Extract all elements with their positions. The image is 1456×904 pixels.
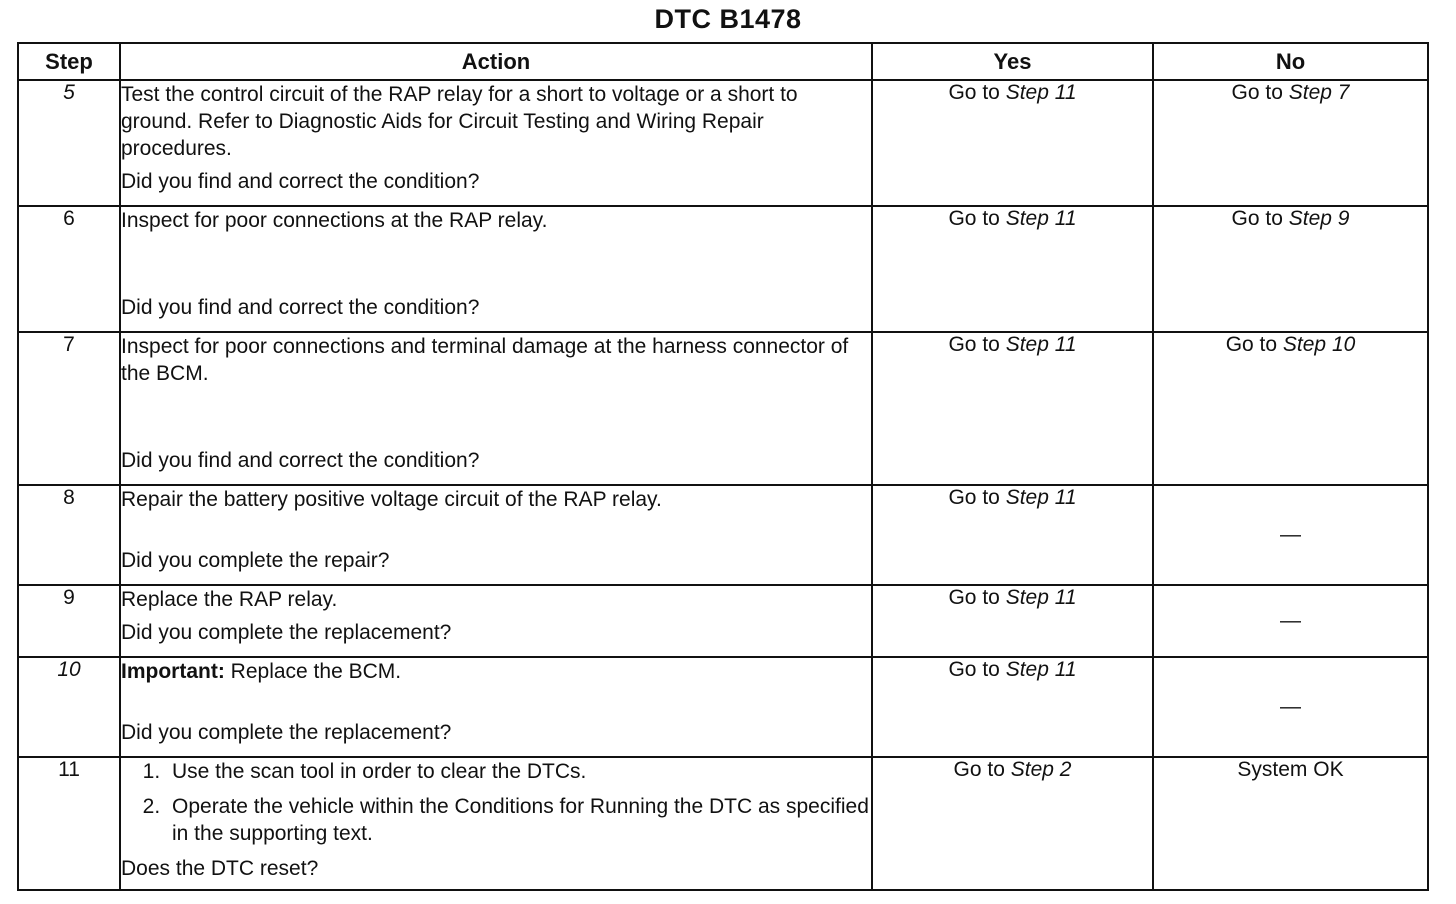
page-title: DTC B1478 [654, 4, 802, 34]
yes-prefix: Go to [948, 81, 1000, 104]
no-cell: — [1153, 485, 1428, 585]
yes-step-link[interactable]: Step 11 [1005, 486, 1077, 509]
yes-prefix: Go to [948, 586, 1000, 609]
action-text: Replace the RAP relay. [121, 588, 338, 611]
action-cell [120, 80, 872, 206]
action-cell [120, 757, 872, 890]
column-header-no: No [1153, 43, 1428, 80]
yes-cell [872, 332, 1153, 485]
step-number: 7 [18, 332, 120, 485]
yes-step-link[interactable]: Step 11 [1005, 658, 1077, 681]
yes-step-link[interactable]: Step 11 [1005, 586, 1077, 609]
table-row [18, 757, 1428, 890]
action-text: Inspect for poor connections at the RAP relay. [121, 209, 548, 232]
list-item: 1. Use the scan tool in order to clear the DTCs. [166, 758, 871, 785]
no-prefix: Go to [1231, 207, 1283, 230]
table-row [18, 657, 1428, 757]
column-header-step: Step [18, 43, 120, 80]
no-cell: System OK [1153, 757, 1428, 890]
yes-cell [872, 80, 1153, 206]
action-text: Test the control circuit of the RAP relay for a short to voltage or a short to ground. Refer to Diagnostic Aids for Circuit Testing and Wiring Repair procedures. [121, 83, 798, 160]
yes-cell [872, 585, 1153, 657]
action-question: Did you find and correct the condition? [121, 449, 480, 472]
yes-cell [872, 485, 1153, 585]
yes-cell [872, 206, 1153, 332]
action-question: Did you complete the replacement? [121, 721, 452, 744]
no-prefix: Go to [1231, 81, 1283, 104]
no-cell [1153, 80, 1428, 206]
table-row [18, 585, 1428, 657]
column-header-action: Action [120, 43, 872, 80]
step-number: 8 [18, 485, 120, 585]
action-cell [120, 657, 872, 757]
no-cell: — [1153, 585, 1428, 657]
yes-prefix: Go to [948, 658, 1000, 681]
step-number: 9 [18, 585, 120, 657]
no-step-link[interactable]: Step 10 [1282, 333, 1356, 356]
table-header-row [18, 43, 1428, 80]
table-row [18, 206, 1428, 332]
yes-prefix: Go to [948, 486, 1000, 509]
step-number: 10 [18, 657, 120, 757]
step-number: 6 [18, 206, 120, 332]
yes-prefix: Go to [948, 207, 1000, 230]
yes-cell [872, 657, 1153, 757]
yes-step-link[interactable]: Step 11 [1005, 207, 1077, 230]
action-text: Inspect for poor connections and terminal damage at the harness connector of the BCM. [121, 335, 849, 385]
action-detail: Replace the BCM. [230, 660, 402, 683]
action-cell [120, 485, 872, 585]
no-step-link[interactable]: Step 7 [1288, 81, 1350, 104]
action-cell [120, 585, 872, 657]
column-header-yes: Yes [872, 43, 1153, 80]
yes-prefix: Go to [953, 758, 1005, 781]
action-question: Did you find and correct the condition? [121, 170, 480, 193]
list-item: 2. Operate the vehicle within the Conditions for Running the DTC as specified in the supporting text. [166, 793, 871, 847]
table-row [18, 485, 1428, 585]
action-cell [120, 332, 872, 485]
action-question: Did you complete the replacement? [121, 621, 452, 644]
action-question: Does the DTC reset? [121, 857, 319, 880]
action-cell [120, 206, 872, 332]
action-steps-list [121, 758, 871, 847]
action-question: Did you find and correct the condition? [121, 296, 480, 319]
yes-cell [872, 757, 1153, 890]
action-question: Did you complete the repair? [121, 549, 390, 572]
table-row [18, 332, 1428, 485]
yes-step-link[interactable]: Step 11 [1005, 333, 1077, 356]
important-label: Important: [121, 660, 225, 683]
action-text: Repair the battery positive voltage circuit of the RAP relay. [121, 488, 662, 511]
diagnostic-table [17, 42, 1429, 891]
step-number: 11 [18, 757, 120, 890]
no-prefix: Go to [1225, 333, 1278, 356]
action-text [121, 658, 871, 685]
yes-prefix: Go to [948, 333, 1000, 356]
no-cell [1153, 206, 1428, 332]
yes-step-link[interactable]: Step 2 [1010, 758, 1072, 781]
no-cell [1153, 332, 1428, 485]
yes-step-link[interactable]: Step 11 [1005, 81, 1077, 104]
no-cell: — [1153, 657, 1428, 757]
step-number: 5 [18, 80, 120, 206]
table-row [18, 80, 1428, 206]
no-step-link[interactable]: Step 9 [1288, 207, 1350, 230]
